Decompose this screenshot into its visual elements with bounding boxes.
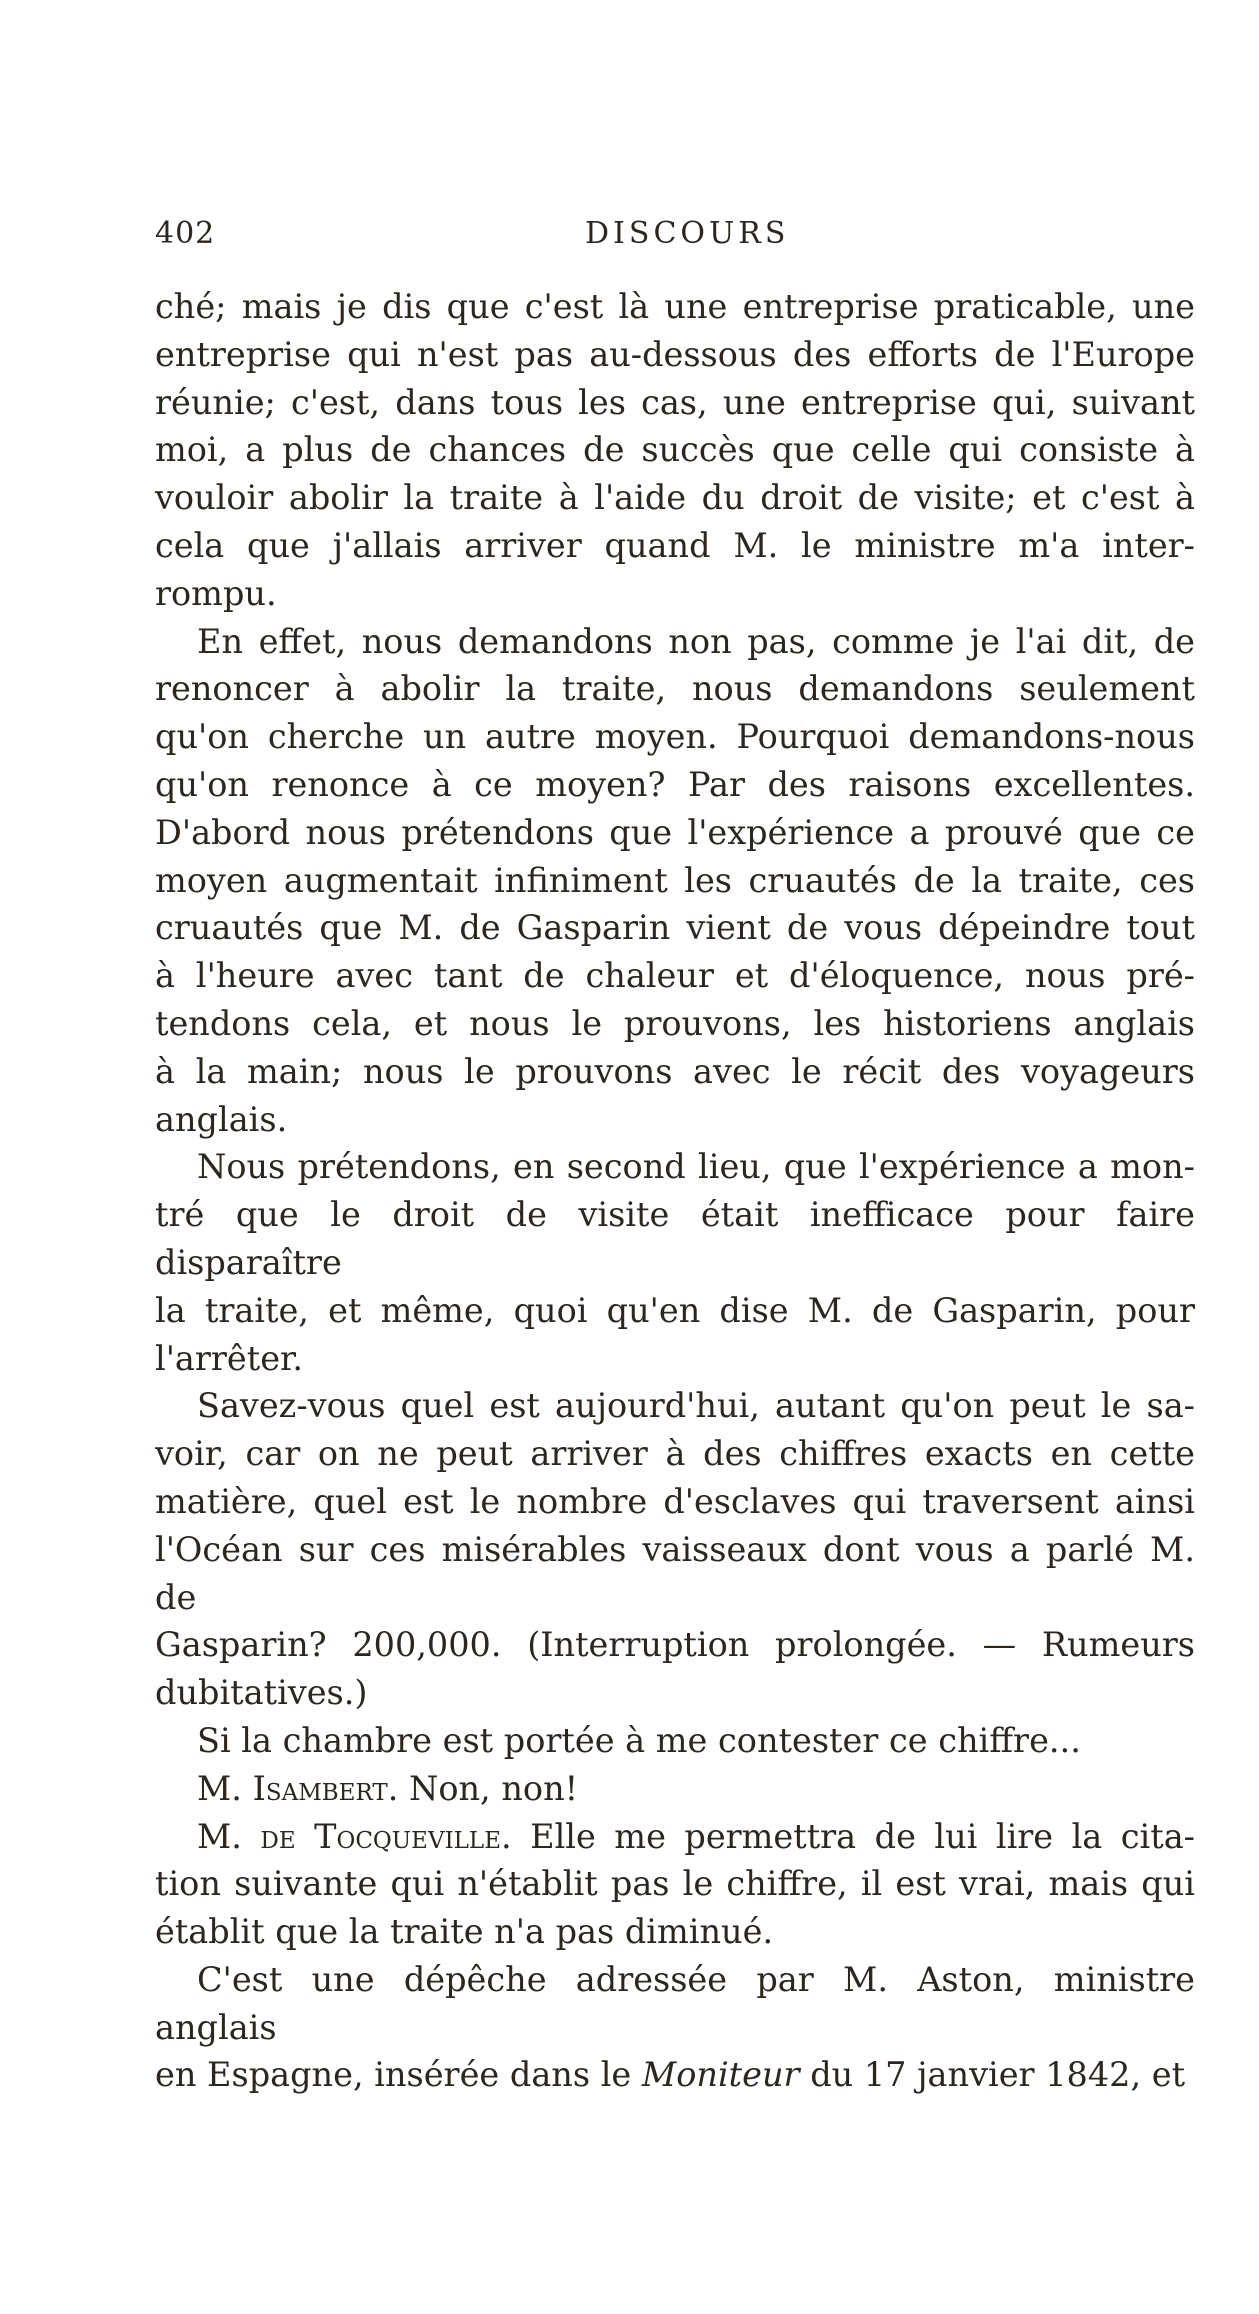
text-line: ché; mais je dis que c'est là une entreprise praticable, une — [155, 287, 1195, 326]
text-line: qu'on renonce à ce moyen? Par des raisons excellentes. — [155, 764, 1195, 804]
speech-text: Elle me permettra de lui lire la cita- — [530, 1816, 1195, 1856]
text-line: réunie; c'est, dans tous les cas, une entreprise qui, suivant — [155, 382, 1195, 422]
text-line: moi, a plus de chances de succès que celle qui consiste à — [155, 430, 1195, 470]
text-line: l'arrêter. — [155, 1338, 304, 1378]
text-line: à l'heure avec tant de chaleur et d'éloquence, nous pré- — [155, 956, 1195, 996]
text-line: moyen augmentait infiniment les cruautés de la traite, ces — [155, 860, 1195, 900]
text-line: voir, car on ne peut arriver à des chiffres exacts en cette — [155, 1434, 1195, 1474]
text-line — [155, 2051, 1195, 2099]
moniteur-title: Moniteur — [641, 2055, 800, 2095]
text-line: vouloir abolir la traite à l'aide du droit de visite; et c'est à — [155, 478, 1195, 518]
page-header — [155, 216, 1155, 260]
text-line: qu'on cherche un autre moyen. Pourquoi demandons-nous — [155, 717, 1195, 757]
text-line: l'Océan sur ces misérables vaisseaux dont vous a parlé M. de — [155, 1529, 1195, 1617]
text-segment: en Espagne, insérée dans le — [155, 2055, 632, 2095]
text-line: Gasparin? 200,000. (Interruption prolongée. — Rumeurs — [155, 1625, 1195, 1665]
text-line: matière, quel est le nombre d'esclaves qui traversent ainsi — [155, 1481, 1195, 1521]
text-line: entreprise qui n'est pas au-dessous des efforts de l'Europe — [155, 334, 1195, 374]
speech-line — [155, 1765, 1195, 1813]
speaker-name: M. de Tocqueville. — [197, 1816, 512, 1856]
text-line: établit que la traite n'a pas diminué. — [155, 1912, 774, 1952]
text-line: D'abord nous prétendons que l'expérience a prouvé que ce — [155, 812, 1195, 852]
running-title: DISCOURS — [585, 216, 790, 251]
text-line: tendons cela, et nous le prouvons, les historiens anglais — [155, 1003, 1195, 1043]
text-line: cela que j'allais arriver quand M. le ministre m'a inter- — [155, 525, 1195, 565]
text-line: la traite, et même, quoi qu'en dise M. de Gasparin, pour — [155, 1290, 1195, 1330]
text-line: En effet, nous demandons non pas, comme je l'ai dit, de — [197, 621, 1195, 661]
text-line: Si la chambre est portée à me contester ce chiffre... — [197, 1720, 1081, 1760]
speech-text: Non, non! — [409, 1768, 579, 1808]
text-line: dubitatives.) — [155, 1673, 368, 1713]
text-line: Savez-vous quel est aujourd'hui, autant qu'on peut le sa- — [197, 1386, 1195, 1426]
text-line: C'est une dépêche adressée par M. Aston, ministre anglais — [155, 1959, 1195, 2047]
text-line: tré que le droit de visite était inefficace pour faire disparaître — [155, 1195, 1195, 1282]
text-line: anglais. — [155, 1099, 288, 1139]
text-line: Nous prétendons, en second lieu, que l'expérience a mon- — [197, 1147, 1195, 1187]
page-number: 402 — [155, 216, 216, 251]
text-line: cruautés que M. de Gasparin vient de vous dépeindre tout — [155, 908, 1195, 948]
speaker-name: M. Isambert. — [197, 1768, 399, 1808]
text-line: à la main; nous le prouvons avec le récit des voyageurs — [155, 1051, 1195, 1091]
text-segment: du 17 janvier 1842, et — [810, 2055, 1186, 2095]
speech-line — [155, 1813, 1195, 1861]
text-line: rompu. — [155, 573, 277, 613]
text-line: tion suivante qui n'établit pas le chiffre, il est vrai, mais qui — [155, 1864, 1195, 1904]
text-line: renoncer à abolir la traite, nous demandons seulement — [155, 669, 1195, 709]
body-text — [155, 283, 1195, 2099]
